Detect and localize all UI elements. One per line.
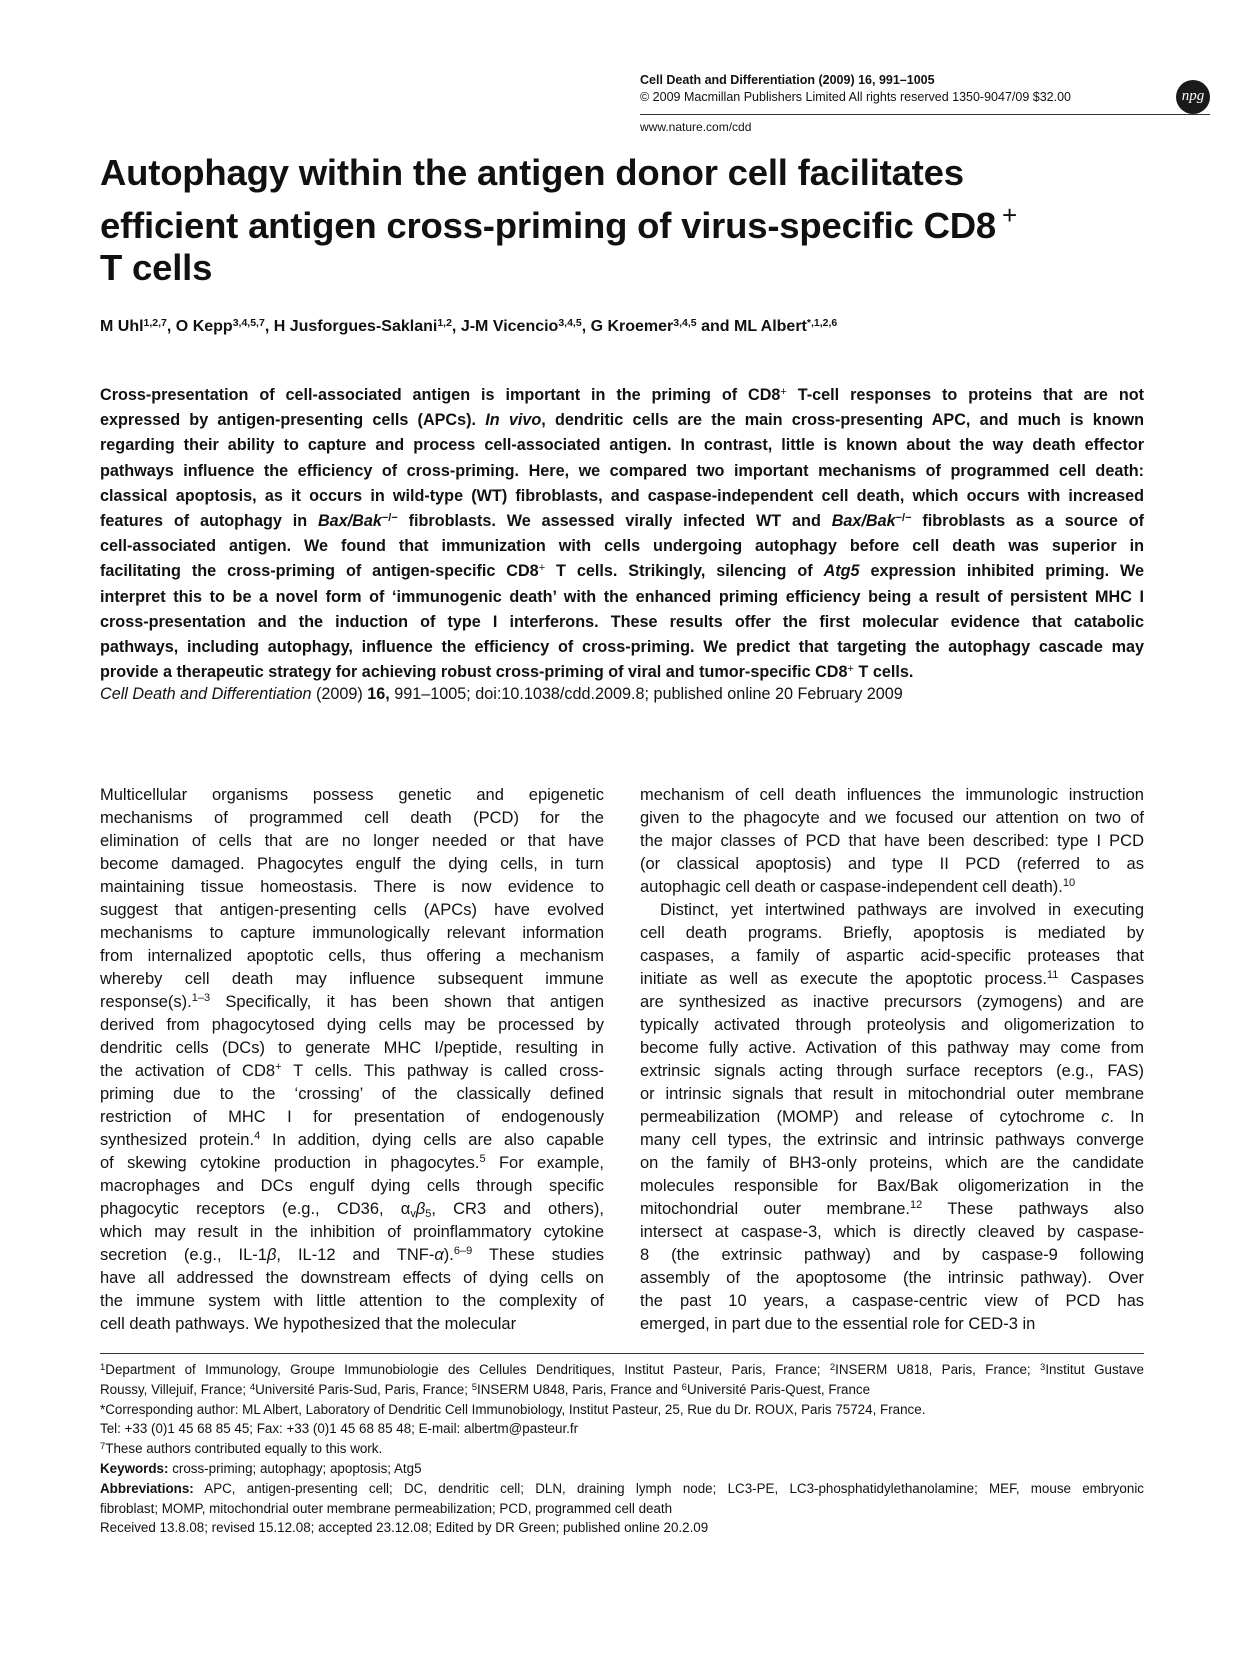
paragraph-text: Specifically, it has been shown that antigen [210,993,604,1011]
paragraph-text: the immune system with little attention to the complexity of [100,1292,604,1310]
author-affiliation: 3,4,5,7 [232,317,265,329]
paragraph-line [640,1175,1144,1198]
affiliations-line [100,1360,1144,1380]
affiliation-text: Roussy, Villejuif, France; [100,1381,250,1397]
paragraph-text: are synthesized as inactive precursors (zymogens) and are [640,993,1144,1011]
paragraph-text: become damaged. Phagocytes engulf the dying cells, in turn [100,855,604,873]
abstract-text: facilitating the cross-priming of antigen-specific CD8 [100,562,539,581]
abstract-line [100,534,1144,559]
abstract-line [100,459,1144,484]
paragraph-line [100,1290,604,1313]
paragraph-text: many cell types, the extrinsic and intrinsic pathways converge [640,1131,1144,1149]
superscript: + [847,663,854,676]
affiliation-text: Department of Immunology, Groupe Immunobiologie des Cellules Dendritiques, Institut Pasteur, Paris, France; [105,1362,830,1377]
title-superscript: + [1002,200,1017,230]
paragraph-line [640,807,1144,830]
copyright-line: © 2009 Macmillan Publishers Limited All rights reserved 1350-9047/09 $32.00 [640,90,1071,104]
abstract-text: interpret this to be a novel form of ‘immunogenic death’ with the enhanced priming efficiency being a result of persistent MHC I [100,587,1144,606]
abstract-text: T cells. Strikingly, silencing of [545,562,824,581]
affiliation-text: Institut Gustave [1045,1362,1144,1377]
paragraph-text: (or classical apoptosis) and type II PCD (referred to as [640,855,1144,873]
footnote-divider [100,1353,1144,1354]
paragraph-line [640,1106,1144,1129]
italic-term: Bax/Bak [317,511,382,530]
paragraph-line [100,1129,604,1152]
paragraph-text: mechanisms to capture immunologically relevant information [100,924,604,942]
author-name: H Jusforgues-Saklani [273,318,438,335]
italic-term: c [1101,1108,1110,1126]
paragraph-text: 8 (the extrinsic pathway) and by caspase-9 following [640,1246,1144,1264]
abstract-line [100,610,1144,635]
paragraph-text: given to the phagocyte and we focused our attention on two of [640,809,1144,827]
title-line: T cells [100,247,213,288]
abstract-text: cell-associated antigen. We found that immunization with cells undergoing autophagy before cell death was superior in [100,537,1144,556]
abstract-text: , dendritic cells are the main cross-presenting APC, and much is known [541,411,1144,430]
author-affiliation: 3,4,5 [673,317,697,329]
paragraph-line [100,1037,604,1060]
abstract-text: classical apoptosis, as it occurs in wild-type (WT) fibroblasts, and caspase-independent cell death, which occurs with increased [100,486,1144,505]
abstract-text: features of autophagy in [100,511,318,530]
paragraph-line [100,1221,604,1244]
title-line-text: efficient antigen cross-priming of virus-specific CD8 [100,205,997,246]
abstract-line [100,585,1144,610]
paragraph-line [100,876,604,899]
paragraph-text: the activation of CD8 [100,1062,276,1080]
paragraph-text: whereby cell death may influence subsequent immune [100,970,604,988]
paragraph-line [640,1083,1144,1106]
author-name: J-M Vicencio [460,318,559,335]
author-list [100,318,1150,336]
journal-line: Cell Death and Differentiation (2009) 16, 991–1005 [640,73,935,87]
paragraph-line [640,1221,1144,1244]
journal-url[interactable]: www.nature.com/cdd [640,120,752,134]
paragraph-text: ). [443,1246,454,1264]
paragraph-line [640,899,1144,922]
reference-superscript: 6–9 [453,1245,473,1257]
footnote-marker: 7 [100,1441,106,1453]
paragraph-text: mechanism of cell death influences the immunologic instruction [640,786,1144,804]
footnotes [100,1360,1144,1538]
abstract-text: T cells. [853,663,914,682]
reference-superscript: 4 [254,1130,261,1142]
paragraph-text: assembly of the apoptosome (the intrinsic pathway). Over [640,1269,1144,1287]
abstract-text: pathways, including autophagy, influence the efficiency of cross-priming. We predict that targeting the autophagy cascade may [100,637,1144,656]
affiliation-marker: 3 [1040,1362,1046,1373]
paragraph-line [640,1290,1144,1313]
abstract-text: cross-presentation and the induction of type I interferons. These results offer the first molecular evidence that catabolic [100,612,1144,631]
paragraph-text: mitochondrial outer membrane. [640,1200,910,1218]
paragraph-text: the past 10 years, a caspase-centric view of PCD has [640,1292,1144,1310]
paragraph-text: macrophages and DCs engulf dying cells through specific [100,1177,604,1195]
abstract-line [100,383,1144,408]
paragraph-line [640,1198,1144,1221]
paragraph-line [640,876,1144,899]
reference-superscript: 11 [1046,969,1059,981]
paragraph-line [640,784,1144,807]
abbreviations [100,1479,1144,1499]
paragraph-line [640,1014,1144,1037]
paragraph-text: response(s). [100,993,192,1011]
paragraph-line [100,784,604,807]
author-affiliation: 1,2,7 [143,317,167,329]
npg-logo-icon: npg [1176,80,1210,114]
author-separator: , [166,318,176,335]
abstract-text: expressed by antigen-presenting cells (APCs). [100,411,486,430]
paragraph-line [640,1060,1144,1083]
paragraph-line [100,1106,604,1129]
paragraph-text: , IL-12 and TNF- [276,1246,435,1264]
paragraph-text: elimination of cells that are no longer needed or that have [100,832,604,850]
contact-info: Tel: +33 (0)1 45 68 85 45; Fax: +33 (0)1 45 68 85 48; E-mail: albertm@pasteur.fr [100,1421,579,1437]
author-affiliation: 1,2 [437,317,452,329]
paragraph-text: priming due to the ‘crossing’ of the classically defined [100,1085,604,1103]
affiliation-text: INSERM U818, Paris, France; [835,1362,1041,1377]
abbreviations-continued: fibroblast; MOMP, mitochondrial outer membrane permeabilization; PCD, programmed cell death [100,1500,673,1516]
paragraph-text: extrinsic signals acting through surface receptors (e.g., FAS) [640,1062,1144,1080]
paragraph-text: These studies [472,1246,605,1264]
author-affiliation: 3,4,5 [558,317,582,329]
equal-contribution-text: These authors contributed equally to this work. [105,1441,383,1457]
citation-line [100,685,903,704]
paragraph-text: which may result in the inhibition of proinflammatory cytokine [100,1223,604,1241]
paragraph-line [100,1014,604,1037]
paragraph-text: For example, [485,1154,604,1172]
paragraph-line [100,1152,604,1175]
abstract-line [100,433,1144,458]
abstract [100,383,1144,685]
abstract-text: fibroblasts as a source of [911,511,1144,530]
italic-term: Atg5 [823,562,860,581]
paragraph-text: typically activated through proteolysis and oligomerization to [640,1016,1144,1034]
author-name: O Kepp [175,318,233,335]
author-name: M Uhl [100,318,144,335]
equal-contribution-note [100,1439,1144,1459]
paragraph-line [640,945,1144,968]
paragraph-text: permeabilization (MOMP) and release of cytochrome [640,1108,1102,1126]
body-column-left [100,784,604,1336]
paragraph-line [640,1313,1144,1336]
superscript: −/− [381,511,398,524]
reference-superscript: 12 [910,1199,923,1211]
affiliation-marker: 5 [471,1381,477,1393]
paragraph-line [100,807,604,830]
affiliation-text: Université Paris-Quest, France [686,1381,871,1397]
affiliation-marker: 2 [829,1362,836,1373]
paragraph-text: cell death pathways. We hypothesized that the molecular [100,1315,517,1333]
paragraph-line [640,1152,1144,1175]
paragraph-line [640,1037,1144,1060]
paragraph-text: become fully active. Activation of this pathway may come from [640,1039,1144,1057]
author-affiliation: *,1,2,6 [806,317,838,329]
abstract-text: regarding their ability to capture and process cell-associated antigen. In contrast, little is known about the way death effector [100,436,1144,455]
italic-term: β [415,1200,426,1218]
abstract-text: T-cell responses to proteins that are not [786,386,1144,404]
article-title [100,152,1100,289]
paragraph-text: synthesized protein. [100,1131,255,1149]
paragraph-text: Caspases [1058,970,1144,988]
subscript: v [410,1208,416,1220]
abstract-line [100,484,1144,509]
paragraph-text: caspases, a family of aspartic acid-specific proteases that [640,947,1144,965]
paragraph-text: emerged, in part due to the essential role for CED-3 in [640,1315,1036,1333]
abstract-text: pathways influence the efficiency of cross-priming. Here, we compared two important mechanisms of programmed cell death: [100,461,1144,480]
abstract-text: expression inhibited priming. We [859,562,1144,581]
abstract-line [100,559,1144,584]
paragraph-line [100,899,604,922]
reference-superscript: 10 [1062,877,1076,889]
paragraph-text: suggest that antigen-presenting cells (APCs) have evolved [100,901,604,919]
superscript: + [780,386,787,398]
paragraph-line [640,922,1144,945]
abstract-line [100,408,1144,433]
abbreviations-label: Abbreviations: [100,1480,194,1496]
abstract-line [100,509,1144,534]
abstract-line [100,660,1144,685]
paragraph-text: molecules responsible for Bax/Bak oligomerization in the [640,1177,1144,1195]
paragraph-text: secretion (e.g., IL-1 [100,1246,267,1264]
paragraph-text: of skewing cytokine production in phagocytes. [100,1154,480,1172]
paragraph-text: or intrinsic signals that result in mitochondrial outer membrane [640,1085,1144,1103]
author-separator: and [696,318,734,335]
citation-journal: Cell Death and Differentiation [100,685,312,703]
body-column-right [640,784,1144,1336]
reference-superscript: + [275,1061,282,1073]
paragraph-text: , CR3 and others), [431,1200,604,1218]
paragraph-line [100,1267,604,1290]
paragraph-line [640,991,1144,1014]
journal-header [640,72,1210,106]
paragraph-text: from internalized apoptotic cells, thus offering a mechanism [100,947,604,965]
paragraph-line [100,1060,604,1083]
abstract-text: fibroblasts. We assessed virally infected WT and [397,511,832,530]
paragraph-text: Multicellular organisms possess genetic and epigenetic [100,786,604,804]
paragraph-line [640,853,1144,876]
citation-volume: 16, [367,685,390,703]
paragraph-line [100,830,604,853]
author-name: ML Albert [733,318,807,335]
paragraph-line [100,1198,604,1221]
reference-superscript: 1–3 [191,992,211,1004]
paragraph-text: . In [1109,1108,1144,1126]
title-line: Autophagy within the antigen donor cell facilitates [100,152,964,193]
paragraph-text: dendritic cells (DCs) to generate MHC I/peptide, resulting in [100,1039,604,1057]
italic-term: β [266,1246,277,1264]
paragraph-text: In addition, dying cells are also capable [260,1131,604,1149]
title-line [100,194,1100,247]
citation-year: (2009) [311,685,368,703]
subscript: 5 [425,1208,432,1220]
affiliation-marker: 6 [681,1381,687,1393]
paragraph-text: restriction of MHC I for presentation of endogenously [100,1108,604,1126]
keywords-label: Keywords: [100,1460,169,1476]
keywords-text: cross-priming; autophagy; apoptosis; Atg5 [168,1460,422,1476]
paragraph-line [100,968,604,991]
paragraph-line [100,1083,604,1106]
paragraph-line [640,1244,1144,1267]
affiliation-text: Université Paris-Sud, Paris, France; [255,1381,472,1397]
italic-term: Bax/Bak [831,511,896,530]
paragraph-line [100,991,604,1014]
paragraph-text: derived from phagocytosed dying cells may be processed by [100,1016,604,1034]
abstract-line [100,635,1144,660]
paragraph-text: autophagic cell death or caspase-independent cell death). [640,878,1063,896]
paragraph-text: T cells. This pathway is called cross- [281,1062,605,1080]
paragraph-text: have all addressed the downstream effects of dying cells on [100,1269,604,1287]
header-divider [640,114,1210,115]
corresponding-author: *Corresponding author: ML Albert, Laboratory of Dendritic Cell Immunobiology, Institut Pasteur, 25, Rue du Dr. ROUX, Paris 75724, France. [100,1401,926,1417]
paragraph-line [100,1313,604,1336]
paragraph-line [100,1244,604,1267]
author-separator: , [264,318,274,335]
paragraph-text: phagocytic receptors (e.g., CD36, α [100,1200,411,1218]
affiliation-marker: 1 [100,1362,106,1373]
paragraph-text: cell death programs. Briefly, apoptosis is mediated by [640,924,1144,942]
citation-rest: 991–1005; doi:10.1038/cdd.2009.8; published online 20 February 2009 [389,685,903,703]
paragraph-text: on the family of BH3-only proteins, which are the candidate [640,1154,1144,1172]
paragraph-text: the major classes of PCD that have been described: type I PCD [640,832,1144,850]
superscript: −/− [895,511,912,524]
received-dates: Received 13.8.08; revised 15.12.08; accepted 23.12.08; Edited by DR Green; published online 20.2.09 [100,1520,709,1536]
paragraph-line [100,853,604,876]
keywords [100,1459,1144,1479]
paragraph-line [640,968,1144,991]
superscript: + [538,562,546,575]
paragraph-line [640,1129,1144,1152]
author-name: G Kroemer [590,318,674,335]
paragraph-text: Distinct, yet intertwined pathways are involved in executing [660,901,1144,919]
author-separator: , [451,318,461,335]
abstract-text: Cross-presentation of cell-associated antigen is important in the priming of CD8 [100,386,781,404]
affiliation-marker: 4 [249,1381,256,1393]
italic-term: In vivo [485,411,542,430]
italic-term: α [434,1246,444,1264]
paragraph-text: mechanisms of programmed cell death (PCD) for the [100,809,604,827]
paragraph-text: These pathways also [922,1200,1144,1218]
paragraph-line [100,1175,604,1198]
paragraph-line [640,1267,1144,1290]
abbreviations-text: APC, antigen-presenting cell; DC, dendritic cell; DLN, draining lymph node; LC3-PE, LC3-phosphatidylethanolamine; MEF, mouse embryonic [193,1480,1144,1496]
paragraph-line [100,945,604,968]
paragraph-line [100,922,604,945]
paragraph-text: intersect at caspase-3, which is directly cleaved by caspase- [640,1223,1144,1241]
affiliation-text: INSERM U848, Paris, France and [477,1381,682,1397]
paragraph-text: maintaining tissue homeostasis. There is now evidence to [100,878,604,896]
abstract-text: provide a therapeutic strategy for achieving robust cross-priming of viral and tumor-specific CD8 [100,663,848,682]
reference-superscript: 5 [479,1153,486,1165]
paragraph-line [640,830,1144,853]
paragraph-text: initiate as well as execute the apoptotic process. [640,970,1047,988]
affiliations-line [100,1380,1144,1400]
author-separator: , [581,318,591,335]
